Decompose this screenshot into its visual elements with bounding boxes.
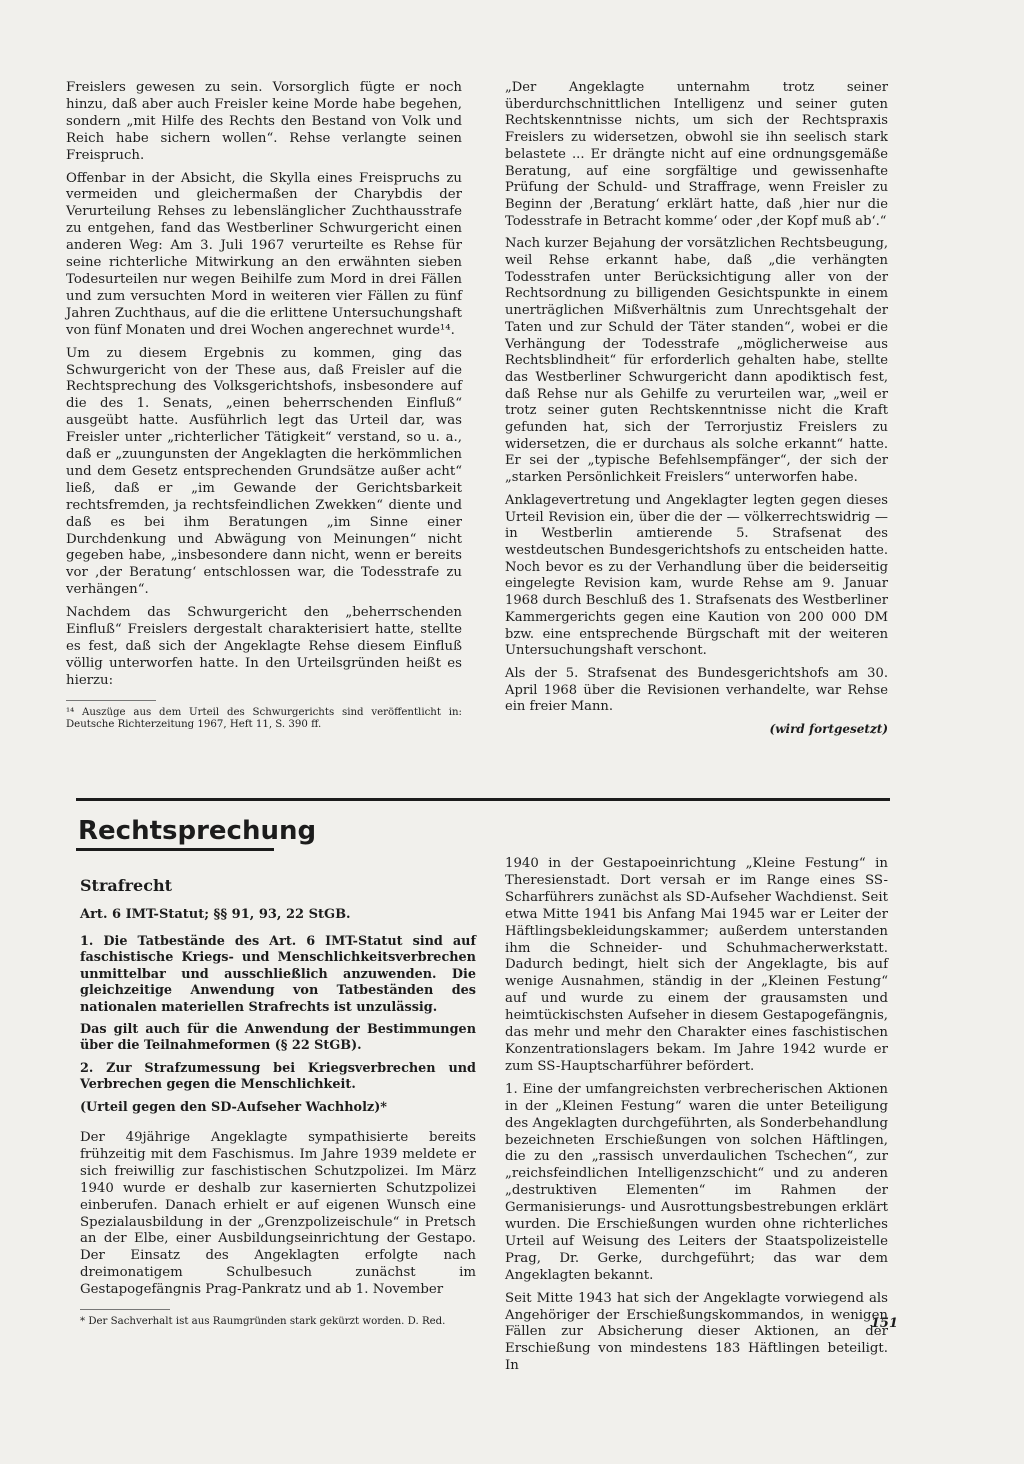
section-title: Rechtsprechung [78,816,317,846]
page-number: 151 [870,1316,898,1331]
case-reference: Art. 6 IMT-Statut; §§ 91, 93, 22 StGB. [80,907,351,922]
footnote-divider [80,1309,170,1310]
paragraph: Seit Mitte 1943 hat sich der Angeklagte vorwiegend als Angehöriger der Erschießungskommandos, in wenigen Fällen zur Absicherung dieser Aktionen, an der Erschießung von mindestens 183 Häftlingen beteiligt. In [505,1290,888,1374]
paragraph: 1. Eine der umfangreichsten verbrecherischen Aktionen in der „Kleinen Festung“ waren die unter Beteiligung des Angeklagten durchgeführten, als Sonderbehandlung bezeichneten Erschießungen von solchen Häftlingen, die zu den „rassisch unverdaulichen Tschechen“, zur „reichsfeindlichen Intelligenzschicht“ und zu anderen „destruktiven Elementen“ im Rahmen der Germanisierungs- und Ausrottungsbestrebungen erklärt wurden. Die Erschießungen wurden ohne richterliches Urteil auf Weisung des Leiters der Staatspolizeistelle Prag, Dr. Gerke, durchgeführt; das war dem Angeklagten bekannt. [505,1081,888,1283]
thesis-1: 1. Die Tatbestände des Art. 6 IMT-Statut sind auf faschistische Kriegs- und Menschlichkeitsverbrechen unmittelbar und ausschließlich anzuwenden. Die gleichzeitige Anwendung von Tatbeständen des nationalen materiellen Strafrechts ist unzulässig. [80,933,476,1015]
bottom-right-column [505,856,888,1381]
subsection-title: Strafrecht [80,876,172,895]
judgment-title: (Urteil gegen den SD-Aufseher Wachholz)* [80,1099,387,1115]
theses [80,934,476,1116]
paragraph: Nach kurzer Bejahung der vorsätzlichen Rechtsbeugung, weil Rehse erkannt habe, daß „die verhängten Todesstrafen unter Berücksichtigung aller von der Rechtsordnung zu billigenden Gesichtspunkte in einem unerträglichen Mißverhältnis zum Unrechtsgehalt der Taten und zur Schuld der Täter standen“, wobei er die Verhängung der Todesstrafe „möglicherweise aus Rechtsblindheit“ für erforderlich gehalten habe, stellte das Westberliner Schwurgericht dann apodiktisch fest, daß Rehse nur als Gehilfe zu verurteilen war, „weil er trotz seiner guten Rechtskenntnisse nicht die Kraft gefunden hat, sich der Terrorjustiz Freislers zu widersetzen, die er durchaus als solche erkannt“ hatte. Er sei der „typische Befehlsempfänger“, der sich der „starken Persönlichkeit Freislers“ unterworfen habe. [505,236,888,486]
paragraph: Anklagevertretung und Angeklagter legten gegen dieses Urteil Revision ein, über die der — völkerrechtswidrig — in Westberlin amtierende 5. Strafsenat des westdeutschen Bundesgerichtshofs zu entscheiden hatte. Noch bevor es zu der Verhandlung über die beiderseitig eingelegte Revision kam, wurde Rehse am 9. Januar 1968 durch Beschluß des 1. Strafsenats des Westberliner Kammergerichts gegen eine Kaution von 200 000 DM bzw. eine entsprechende Bürgschaft mit der weiteren Untersuchungshaft verschont. [505,492,888,659]
quote-paragraph: „Der Angeklagte unternahm trotz seiner überdurchschnittlichen Intelligenz und seiner guten Rechtskenntnisse nichts, um sich der Rechtspraxis Freislers zu widersetzen, obwohl sie ihn seelisch stark belastete ... Er drängte nicht auf eine ordnungsgemäße Beratung, auf eine sorgfältige und gewissenhafte Prüfung der Schuld- und Straffrage, wenn Freisler zu Beginn der ‚Beratung‘ erklärt hatte, daß ‚hier nur die Todesstrafe in Betracht komme‘ oder ‚der Kopf muß ab‘.“ [505,80,888,229]
paragraph: Als der 5. Strafsenat des Bundesgerichtshofs am 30. April 1968 über die Revisionen verhandelte, war Rehse ein freier Mann. [505,665,888,715]
top-left-column [66,80,462,738]
paragraph: 1940 in der Gestapoeinrichtung „Kleine Festung“ in Theresienstadt. Dort versah er im Range eines SS-Scharführers zunächst als SD-Aufseher Wachdienst. Seit etwa Mitte 1941 bis Anfang Mai 1945 war er Leiter der Häftlingsbekleidungskammer; außerdem unterstanden ihm die Schneider- und Schuhmacherwerkstatt. Dadurch bedingt, hielt sich der Angeklagte, bis auf wenige Ausnahmen, ständig in der „Kleinen Festung“ auf und wurde zu einem der grausamsten und heimtückischsten Aufseher in diesem Gestapogefängnis, das mehr und mehr den Charakter eines faschistischen Konzentrationslagers bekam. Im Jahre 1942 wurde er zum SS-Hauptscharführer befördert. [505,856,888,1074]
top-right-column [505,80,888,736]
paragraph: Um zu diesem Ergebnis zu kommen, ging das Schwurgericht von der These aus, daß Freisler auf die Rechtsprechung des Volksgerichtshofs, insbesondere auf die des 1. Senats, „einen beherrschenden Einfluß“ ausgeübt hatte. Ausführlich legt das Urteil dar, was Freisler unter „richterlicher Tätigkeit“ verstand, so u. a., daß er „zuungunsten der Angeklagten die herkömmlichen und dem Gesetz entsprechenden Grundsätze außer acht“ ließ, daß er „im Gewande der Gerichtsbarkeit rechtsfremden, ja rechtsfeindlichen Zwekken“ diente und daß es bei ihm Beratungen „im Sinne einer Durchdenkung und Abwägung von Meinungen“ nicht gegeben habe, „insbesondere dann nicht, wenn er bereits vor ‚der Beratung‘ entschlossen war, die Todesstrafe zu verhängen“. [66,345,462,598]
thesis-1b: Das gilt auch für die Anwendung der Bestimmungen über die Teilnahmeformen (§ 22 StGB). [80,1021,476,1054]
paragraph: Freislers gewesen zu sein. Vorsorglich fügte er noch hinzu, daß aber auch Freisler keine Morde habe begehen, sondern „mit Hilfe des Rechts den Bestand von Volk und Reich habe sichern wollen“. Rehse verlangte seinen Freispruch. [66,80,462,163]
footnote-14: ¹⁴ Auszüge aus dem Urteil des Schwurgerichts sind veröffentlicht in: Deutsche Richterzeitung 1967, Heft 11, S. 390 ff. [66,706,462,731]
continued-note: (wird fortgesetzt) [769,722,888,737]
section-divider [76,798,890,801]
thesis-2: 2. Zur Strafzumessung bei Kriegsverbrechen und Verbrechen gegen die Menschlichkeit. [80,1060,476,1093]
footnote-star: * Der Sachverhalt ist aus Raumgründen stark gekürzt worden. D. Red. [80,1316,446,1328]
footnote-divider [66,700,156,701]
paragraph: Nachdem das Schwurgericht den „beherrschenden Einfluß“ Freislers dergestalt charakterisiert hatte, stellte es fest, daß sich der Angeklagte Rehse diesem Einfluß völlig unterworfen hatte. In den Urteilsgründen heißt es hierzu: [66,605,462,688]
section-title-underline [76,848,274,851]
bottom-left-column [80,876,476,1335]
paragraph: Der 49jährige Angeklagte sympathisierte bereits frühzeitig mit dem Faschismus. Im Jahre 1939 meldete er sich freiwillig zur faschistischen Schutzpolizei. Im März 1940 wurde er deshalb zur kasernierten Schutzpolizei einberufen. Danach erhielt er auf eigenen Wunsch eine Spezialausbildung in der „Grenzpolizeischule“ in Pretsch an der Elbe, einer Ausbildungseinrichtung der Gestapo. Der Einsatz des Angeklagten erfolgte nach dreimonatigem Schulbesuch zunächst im Gestapogefängnis Prag-Pankratz und ab 1. November [80,1129,476,1298]
paragraph: Offenbar in der Absicht, die Skylla eines Freispruchs zu vermeiden und gleichermaßen der Charybdis der Verurteilung Rehses zu lebenslänglicher Zuchthausstrafe zu entgehen, fand das Westberliner Schwurgericht einen anderen Weg: Am 3. Juli 1967 verurteilte es Rehse für seine richterliche Mitwirkung an den erwähnten sieben Todesurteilen nur wegen Beihilfe zum Mord in drei Fällen und zum versuchten Mord in weiteren vier Fällen zu fünf Jahren Zuchthaus, auf die die erlittene Untersuchungshaft von fünf Monaten und drei Wochen angerechnet wurde¹⁴. [66,170,462,338]
